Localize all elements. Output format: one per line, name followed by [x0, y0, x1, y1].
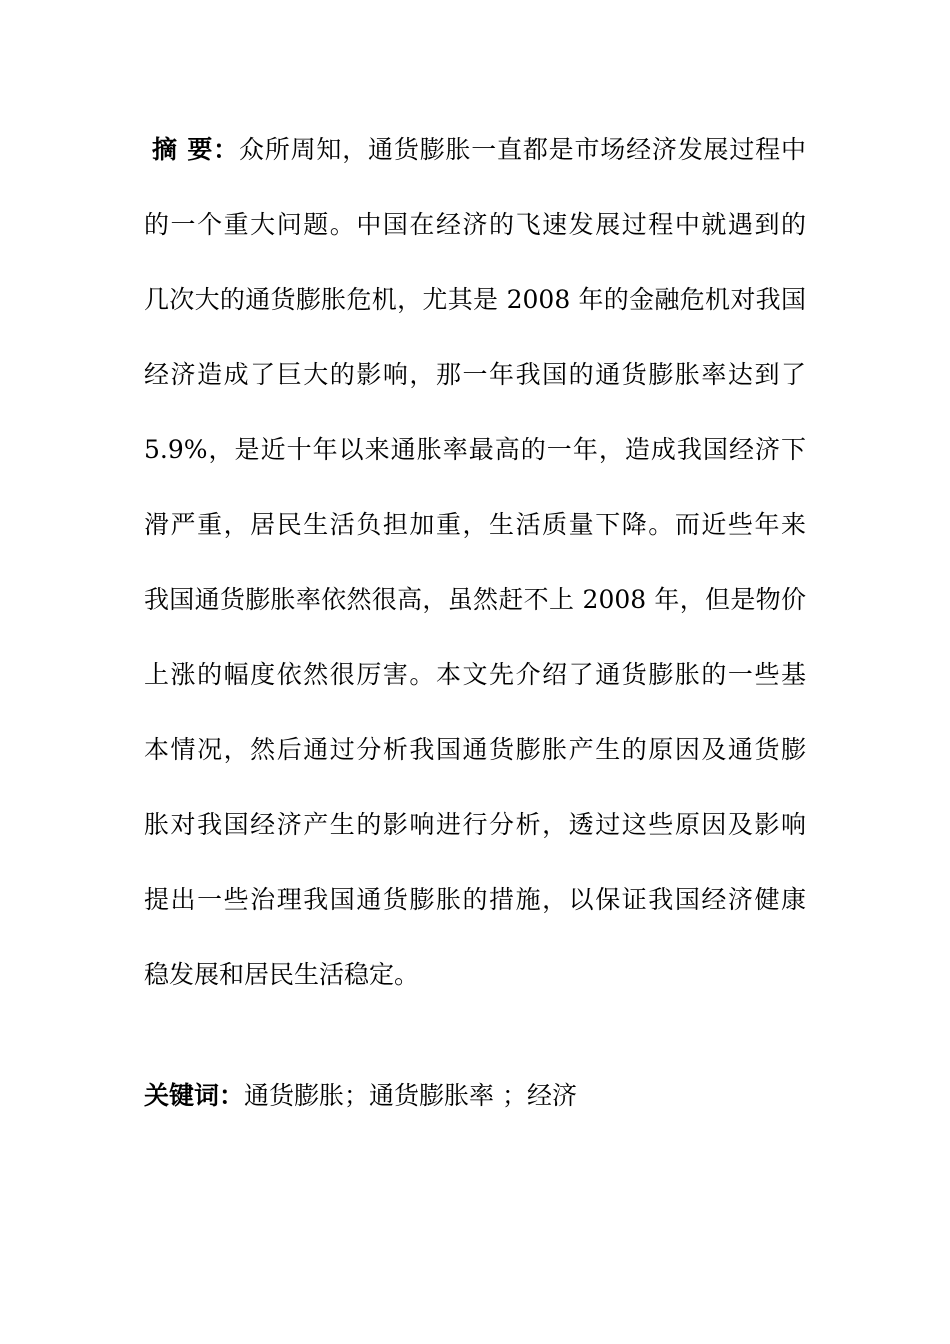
abstract-section: [144, 126, 806, 1026]
abstract-line-5: 5.9%，是近十年以来通胀率最高的一年，造成我国经济下: [144, 435, 806, 464]
abstract-line-1: [144, 126, 806, 201]
abstract-line-12: 稳发展和居民生活稳定。: [144, 960, 420, 989]
abstract-text: 众所周知，通货膨胀一直都是市场经济发展过程中: [238, 135, 806, 164]
abstract-line-7: 我国通货膨胀率依然很高，虽然赶不上 2008 年，但是物价: [144, 585, 806, 614]
keywords-section: [144, 1072, 806, 1120]
abstract-line-6: 滑严重，居民生活负担加重，生活质量下降。而近些年来: [144, 510, 806, 539]
abstract-label: 摘 要：: [152, 135, 239, 164]
abstract-line-8: 上涨的幅度依然很厉害。本文先介绍了通货膨胀的一些基: [144, 660, 806, 689]
abstract-line-4: 经济造成了巨大的影响，那一年我国的通货膨胀率达到了: [144, 360, 806, 389]
keywords-label: 关键词：: [144, 1081, 245, 1110]
abstract-line-2: 的一个重大问题。中国在经济的飞速发展过程中就遇到的: [144, 210, 806, 239]
keywords-text: 通货膨胀；通货膨胀率 ；经济: [244, 1081, 577, 1110]
abstract-line-10: 胀对我国经济产生的影响进行分析，透过这些原因及影响: [144, 810, 806, 839]
abstract-line-9: 本情况，然后通过分析我国通货膨胀产生的原因及通货膨: [144, 735, 806, 764]
abstract-line-11: 提出一些治理我国通货膨胀的措施，以保证我国经济健康: [144, 885, 806, 914]
abstract-line-3: 几次大的通货膨胀危机，尤其是 2008 年的金融危机对我国: [144, 285, 806, 314]
